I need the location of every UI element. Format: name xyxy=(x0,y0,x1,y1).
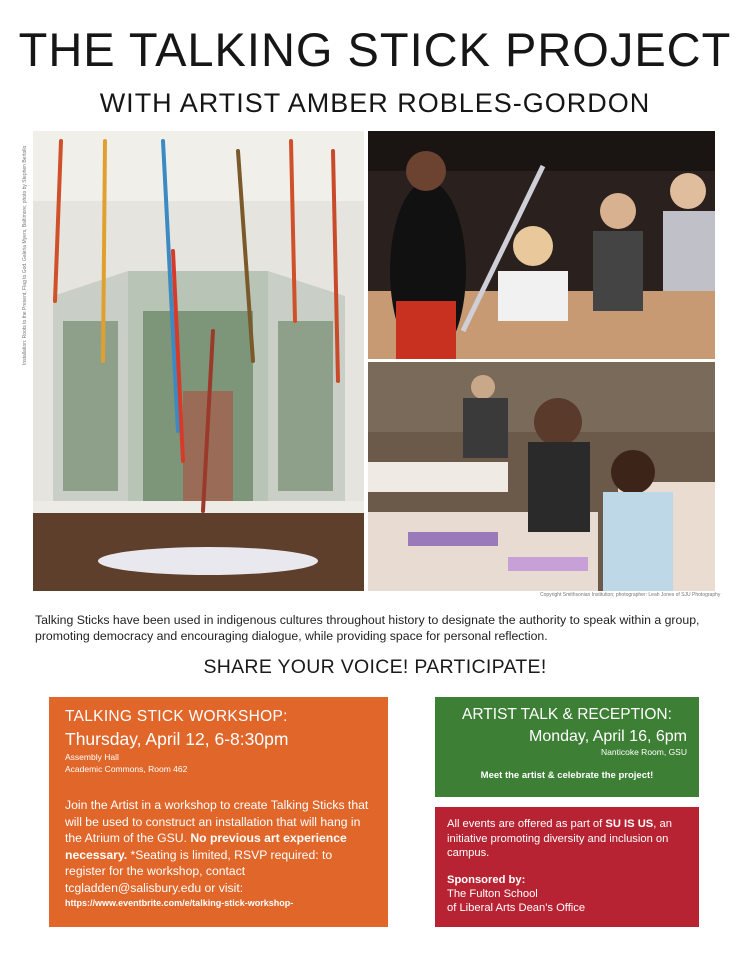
workshop-body xyxy=(65,797,372,897)
info-rest: , an initiative promoting diversity and inclusion on campus. xyxy=(447,818,672,859)
workshop-body-intro: Join the Artist in a workshop to create Talking Sticks that will be used to construct an installation that will hang in the Atrium of the GSU. xyxy=(65,798,369,846)
workshop-panel xyxy=(49,697,388,927)
installation-credit: Installation: Roots to the Present, Flag to God. Galeria Myers, Baltimore; photo by Stephen Bertollo xyxy=(22,145,28,365)
info-panel xyxy=(435,807,699,927)
workshop-registration-link[interactable]: https://www.eventbrite.com/e/talking-stick-workshop- xyxy=(65,897,294,908)
workshop-heading: TALKING STICK WORKSHOP: xyxy=(65,708,288,725)
project-description: Talking Sticks have been used in indigenous cultures throughout history to designate the authority to speak within a group, promoting democracy and encouraging dialogue, while providing space for personal reflection. xyxy=(35,613,700,643)
sponsor-label: Sponsored by: xyxy=(447,873,526,886)
workshop-body-rest: *Seating is limited, RSVP required: to register for the workshop, contact tcgladden@salisbury.edu or visit: xyxy=(65,847,333,895)
artist-talk-place: Nanticoke Room, GSU xyxy=(601,747,687,757)
workshop-photo xyxy=(368,362,715,591)
workshop-body-bold: No previous art experience necessary. xyxy=(65,831,347,862)
artist-talk-heading: ARTIST TALK & RECEPTION: xyxy=(462,706,672,723)
artist-talk-note: Meet the artist & celebrate the project! xyxy=(480,770,654,781)
call-to-action: SHARE YOUR VOICE! PARTICIPATE! xyxy=(203,656,547,678)
artist-presenting-photo xyxy=(368,131,715,359)
workshop-place-line1: Assembly Hall xyxy=(65,752,119,762)
artist-talk-date: Monday, April 16, 6pm xyxy=(528,728,687,745)
info-intro: All events are offered as part of xyxy=(447,818,606,830)
workshop-place-line2: Academic Commons, Room 462 xyxy=(65,764,188,774)
info-text xyxy=(447,817,687,861)
workshop-date: Thursday, April 12, 6-8:30pm xyxy=(65,729,289,749)
sponsor-line1: The Fulton School xyxy=(447,887,538,900)
installation-photo xyxy=(33,131,364,591)
poster-subtitle: WITH ARTIST AMBER ROBLES-GORDON xyxy=(99,88,651,118)
photo-credit: Copyright Smithsonian Institution; photographer: Leah Jones of SJU Photography xyxy=(540,592,721,598)
poster-title: THE TALKING STICK PROJECT xyxy=(18,23,732,76)
artist-talk-panel xyxy=(435,697,699,797)
info-emphasis: SU IS US xyxy=(605,818,654,830)
sponsor-line2: of Liberal Arts Dean's Office xyxy=(447,901,586,914)
